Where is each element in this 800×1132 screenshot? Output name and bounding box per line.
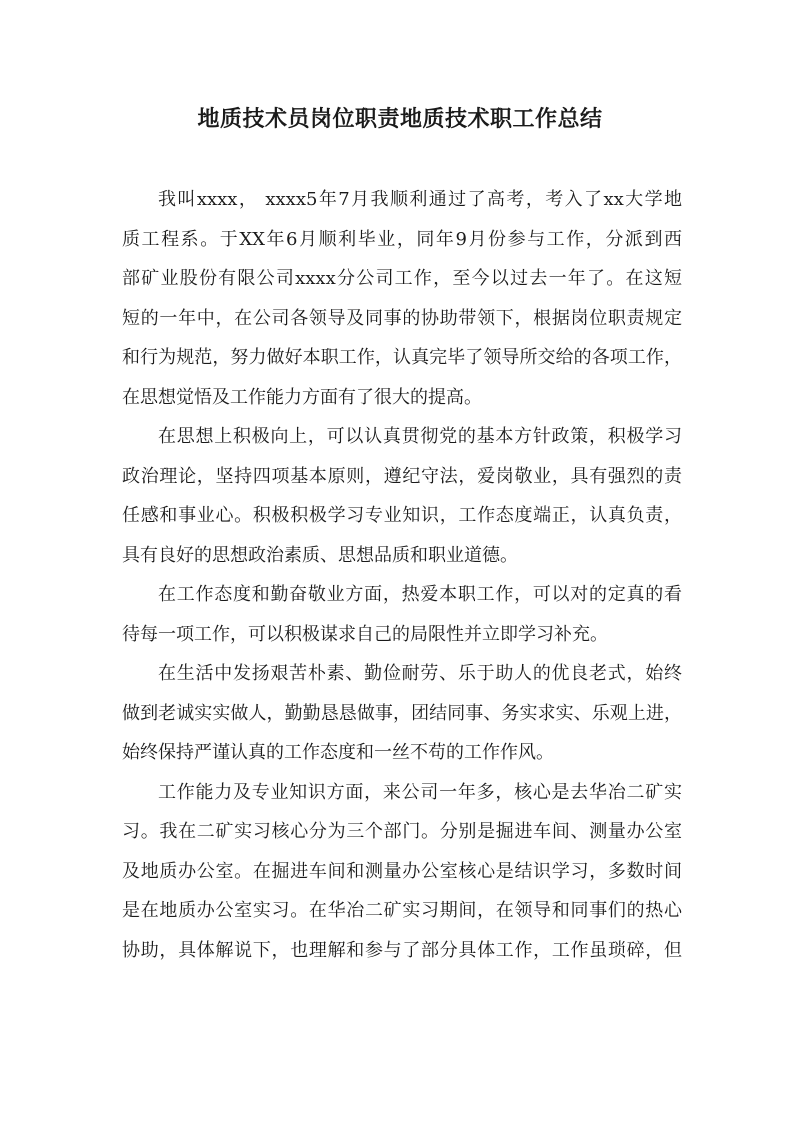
body-line: 及地质办公室。在掘进车间和测量办公室核心是结识学习，多数时间 (122, 860, 682, 882)
body-line: 质工程系。于XX年6月顺利毕业，同年9月份参与工作，分派到西 (122, 228, 682, 250)
body-line: 我叫xxxx， xxxx5年7月我顺利通过了高考，考入了xx大学地 (158, 189, 682, 210)
document-body (122, 180, 682, 970)
body-line: 具有良好的思想政治素质、思想品质和职业道德。 (122, 544, 518, 566)
body-line: 在工作态度和勤奋敬业方面，热爱本职工作，可以对的定真的看 (158, 584, 682, 605)
body-line: 短的一年中，在公司各领导及同事的协助带领下，根据岗位职责规定 (122, 307, 682, 329)
body-line: 任感和事业心。积极积极学习专业知识，工作态度端正，认真负责， (122, 505, 682, 526)
body-line: 工作能力及专业知识方面，来公司一年多，核心是去华冶二矿实 (158, 781, 682, 803)
body-line: 待每一项工作，可以积极谋求自己的局限性并立即学习补充。 (122, 623, 608, 645)
body-line: 习。我在二矿实习核心分为三个部门。分别是掘进车间、测量办公室 (122, 821, 682, 842)
body-line: 是在地质办公室实习。在华冶二矿实习期间，在领导和同事们的热心 (122, 900, 682, 921)
body-line: 做到老诚实实做人，勤勤恳恳做事，团结同事、务实求实、乐观上进， (122, 702, 682, 724)
body-line: 政治理论，坚持四项基本原则，遵纪守法，爱岗敬业，具有强烈的责 (122, 465, 682, 487)
body-line: 协助，具体解说下，也理解和参与了部分具体工作，工作虽琐碎，但 (122, 939, 682, 961)
body-line: 在思想觉悟及工作能力方面有了很大的提高。 (122, 386, 482, 408)
body-line: 在生活中发扬艰苦朴素、勤俭耐劳、乐于助人的优良老式，始终 (158, 663, 682, 684)
body-line: 始终保持严谨认真的工作态度和一丝不苟的工作作风。 (122, 742, 554, 763)
body-line: 在思想上积极向上，可以认真贯彻党的基本方针政策，积极学习 (158, 426, 682, 447)
body-line: 和行为规范，努力做好本职工作，认真完毕了领导所交给的各项工作， (122, 347, 682, 368)
document-title: 地质技术员岗位职责地质技术职工作总结 (197, 106, 603, 132)
body-line: 部矿业股份有限公司xxxx分公司工作，至今以过去一年了。在这短 (122, 268, 682, 289)
